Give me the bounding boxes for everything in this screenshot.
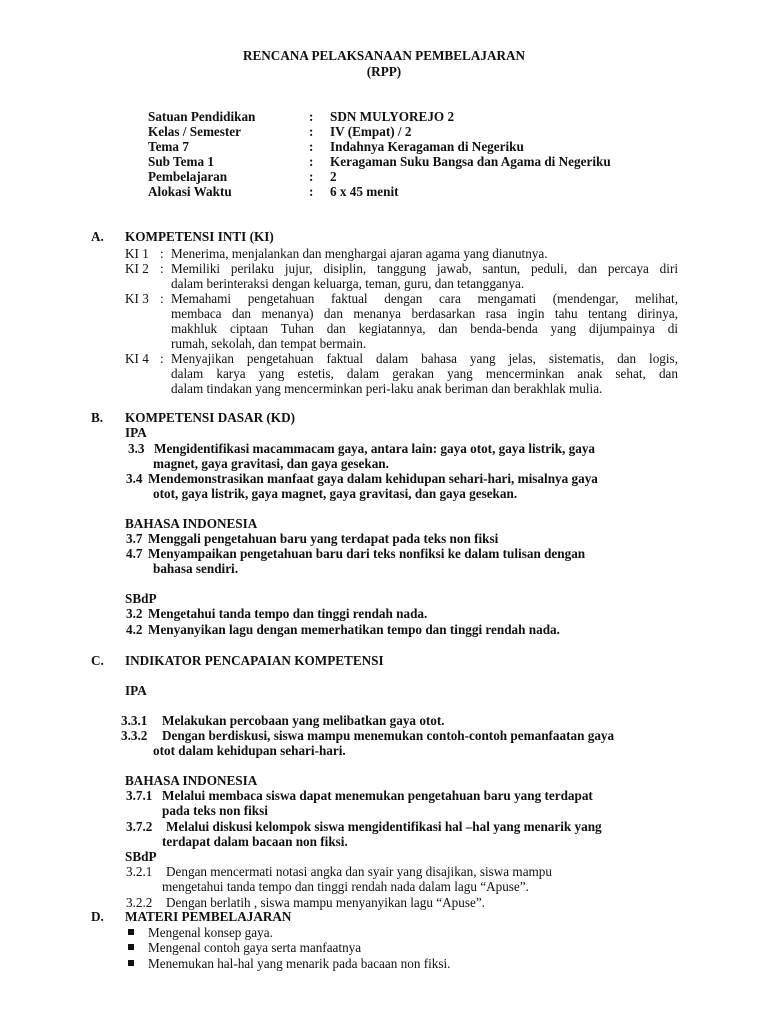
ki-line: dalam berinteraksi dengan keluarga, teman, guru, dan tetangganya. (171, 276, 525, 291)
section-letter: A. (91, 229, 104, 244)
section-heading: MATERI PEMBELAJARAN (125, 909, 292, 924)
section-letter: C. (91, 653, 104, 668)
section-letter: B. (91, 410, 104, 425)
ki-line: Menerima, menjalankan dan menghargai ajaran agama yang dianutnya. (171, 246, 548, 261)
ki-line: makhluk ciptaan Tuhan dan kegiatannya, dan benda-benda yang dijumpainya di (171, 321, 678, 336)
ki-sep: : (160, 246, 164, 261)
indicator-text: Dengan berlatih , siswa mampu menyanyikan lagu “Apuse”. (166, 895, 485, 910)
kd-num: 3.4 (126, 471, 143, 486)
subject-label-ipa: IPA (125, 683, 147, 698)
identity-sep: : (309, 169, 314, 184)
kd-num: 3.7 (126, 531, 143, 546)
identity-label: Alokasi Waktu (148, 184, 232, 199)
ki-line: rumah, sekolah, dan tempat bermain. (171, 336, 367, 351)
bullet-square-icon (128, 929, 134, 935)
ki-code: KI 3 (125, 291, 149, 306)
identity-sep: : (309, 109, 314, 124)
indicator-text: Melalui diskusi kelompok siswa mengidentifikasi hal –hal yang menarik yang (166, 819, 602, 834)
kd-text: Mengidentifikasi macammacam gaya, antara lain: gaya otot, gaya listrik, gaya (154, 441, 596, 456)
kd-num: 3.3 (128, 441, 145, 456)
identity-label: Pembelajaran (148, 169, 228, 184)
identity-label: Satuan Pendidikan (148, 109, 256, 124)
ki-line: membaca dan menanya) dan menanya berdasarkan rasa ingin tahu tentang dirinya, (171, 306, 678, 321)
section-heading: INDIKATOR PENCAPAIAN KOMPETENSI (125, 653, 384, 668)
ki-line: Memiliki perilaku jujur, disiplin, tanggung jawab, santun, peduli, dan percaya diri (171, 261, 678, 276)
kd-text: Mengetahui tanda tempo dan tinggi rendah nada. (148, 606, 428, 621)
section-heading: KOMPETENSI DASAR (KD) (125, 410, 295, 425)
ki-line: Memahami pengetahuan faktual dengan cara mengamati (mendengar, melihat, (171, 291, 678, 306)
ki-line: dalam karya yang estetis, dalam gerakan yang mencerminkan anak sehat, dan (171, 366, 678, 381)
identity-sep: : (309, 124, 314, 139)
indicator-text: Melalui membaca siswa dapat menemukan pengetahuan baru yang terdapat (162, 788, 593, 803)
indicator-text: mengetahui tanda tempo dan tinggi rendah nada dalam lagu “Apuse”. (162, 879, 529, 894)
section-letter: D. (91, 909, 104, 924)
identity-value: IV (Empat) / 2 (330, 124, 412, 139)
indicator-text: Dengan mencermati notasi angka dan syair yang disajikan, siswa mampu (166, 864, 552, 879)
ki-sep: : (160, 351, 164, 366)
ki-line: dalam tindakan yang mencerminkan peri-laku anak beriman dan berakhlak mulia. (171, 381, 603, 396)
kd-text: Menyampaikan pengetahuan baru dari teks nonfiksi ke dalam tulisan dengan (148, 546, 586, 561)
identity-label: Sub Tema 1 (148, 154, 214, 169)
subject-label-bi: BAHASA INDONESIA (125, 516, 258, 531)
indicator-num: 3.3.2 (121, 728, 148, 743)
ki-sep: : (160, 291, 164, 306)
indicator-num: 3.3.1 (121, 713, 148, 728)
identity-value: SDN MULYOREJO 2 (330, 109, 455, 124)
kd-text: otot, gaya listrik, gaya magnet, gaya gravitasi, dan gaya gesekan. (153, 486, 518, 501)
bullet-square-icon (128, 944, 134, 950)
identity-sep: : (309, 154, 314, 169)
indicator-text: Melakukan percobaan yang melibatkan gaya otot. (162, 713, 445, 728)
ki-line: Menyajikan pengetahuan faktual dalam bahasa yang jelas, sistematis, dan logis, (171, 351, 678, 366)
materi-item: Mengenal contoh gaya serta manfaatnya (148, 940, 362, 955)
identity-value: Indahnya Keragaman di Negeriku (330, 139, 524, 154)
identity-sep: : (309, 184, 314, 199)
materi-item: Menemukan hal-hal yang menarik pada bacaan non fiksi. (148, 956, 451, 971)
ki-code: KI 2 (125, 261, 149, 276)
kd-text: Menggali pengetahuan baru yang terdapat pada teks non fiksi (148, 531, 499, 546)
kd-text: Menyanyikan lagu dengan memerhatikan tempo dan tinggi rendah nada. (148, 622, 560, 637)
ki-code: KI 1 (125, 246, 149, 261)
kd-num: 3.2 (126, 606, 143, 621)
indicator-text: terdapat dalam bacaan non fiksi. (162, 834, 348, 849)
subject-label-sbdp: SBdP (125, 591, 157, 606)
materi-item: Mengenal konsep gaya. (148, 925, 273, 940)
kd-num: 4.7 (126, 546, 143, 561)
indicator-num: 3.7.1 (126, 788, 153, 803)
identity-label: Tema 7 (148, 139, 189, 154)
ki-code: KI 4 (125, 351, 149, 366)
indicator-text: pada teks non fiksi (162, 803, 268, 818)
section-heading: KOMPETENSI INTI (KI) (125, 229, 274, 244)
indicator-text: otot dalam kehidupan sehari-hari. (153, 743, 346, 758)
identity-value: 2 (330, 169, 337, 184)
indicator-num: 3.2.1 (126, 864, 153, 879)
subject-label-sbdp: SBdP (125, 849, 157, 864)
document-title: RENCANA PELAKSANAAN PEMBELAJARAN (242, 48, 526, 63)
indicator-num: 3.7.2 (126, 819, 153, 834)
kd-text: magnet, gaya gravitasi, dan gaya gesekan. (153, 456, 389, 471)
subject-label-ipa: IPA (125, 425, 147, 440)
bullet-square-icon (128, 960, 134, 966)
kd-text: bahasa sendiri. (153, 561, 239, 576)
identity-value: 6 x 45 menit (330, 184, 399, 199)
kd-num: 4.2 (126, 622, 143, 637)
indicator-num: 3.2.2 (126, 895, 153, 910)
indicator-text: Dengan berdiskusi, siswa mampu menemukan contoh-contoh pemanfaatan gaya (162, 728, 615, 743)
subject-label-bi: BAHASA INDONESIA (125, 773, 258, 788)
identity-value: Keragaman Suku Bangsa dan Agama di Negeriku (330, 154, 611, 169)
identity-label: Kelas / Semester (148, 124, 242, 139)
document-subtitle: (RPP) (366, 64, 402, 79)
ki-sep: : (160, 261, 164, 276)
identity-sep: : (309, 139, 314, 154)
kd-text: Mendemonstrasikan manfaat gaya dalam kehidupan sehari-hari, misalnya gaya (148, 471, 598, 486)
